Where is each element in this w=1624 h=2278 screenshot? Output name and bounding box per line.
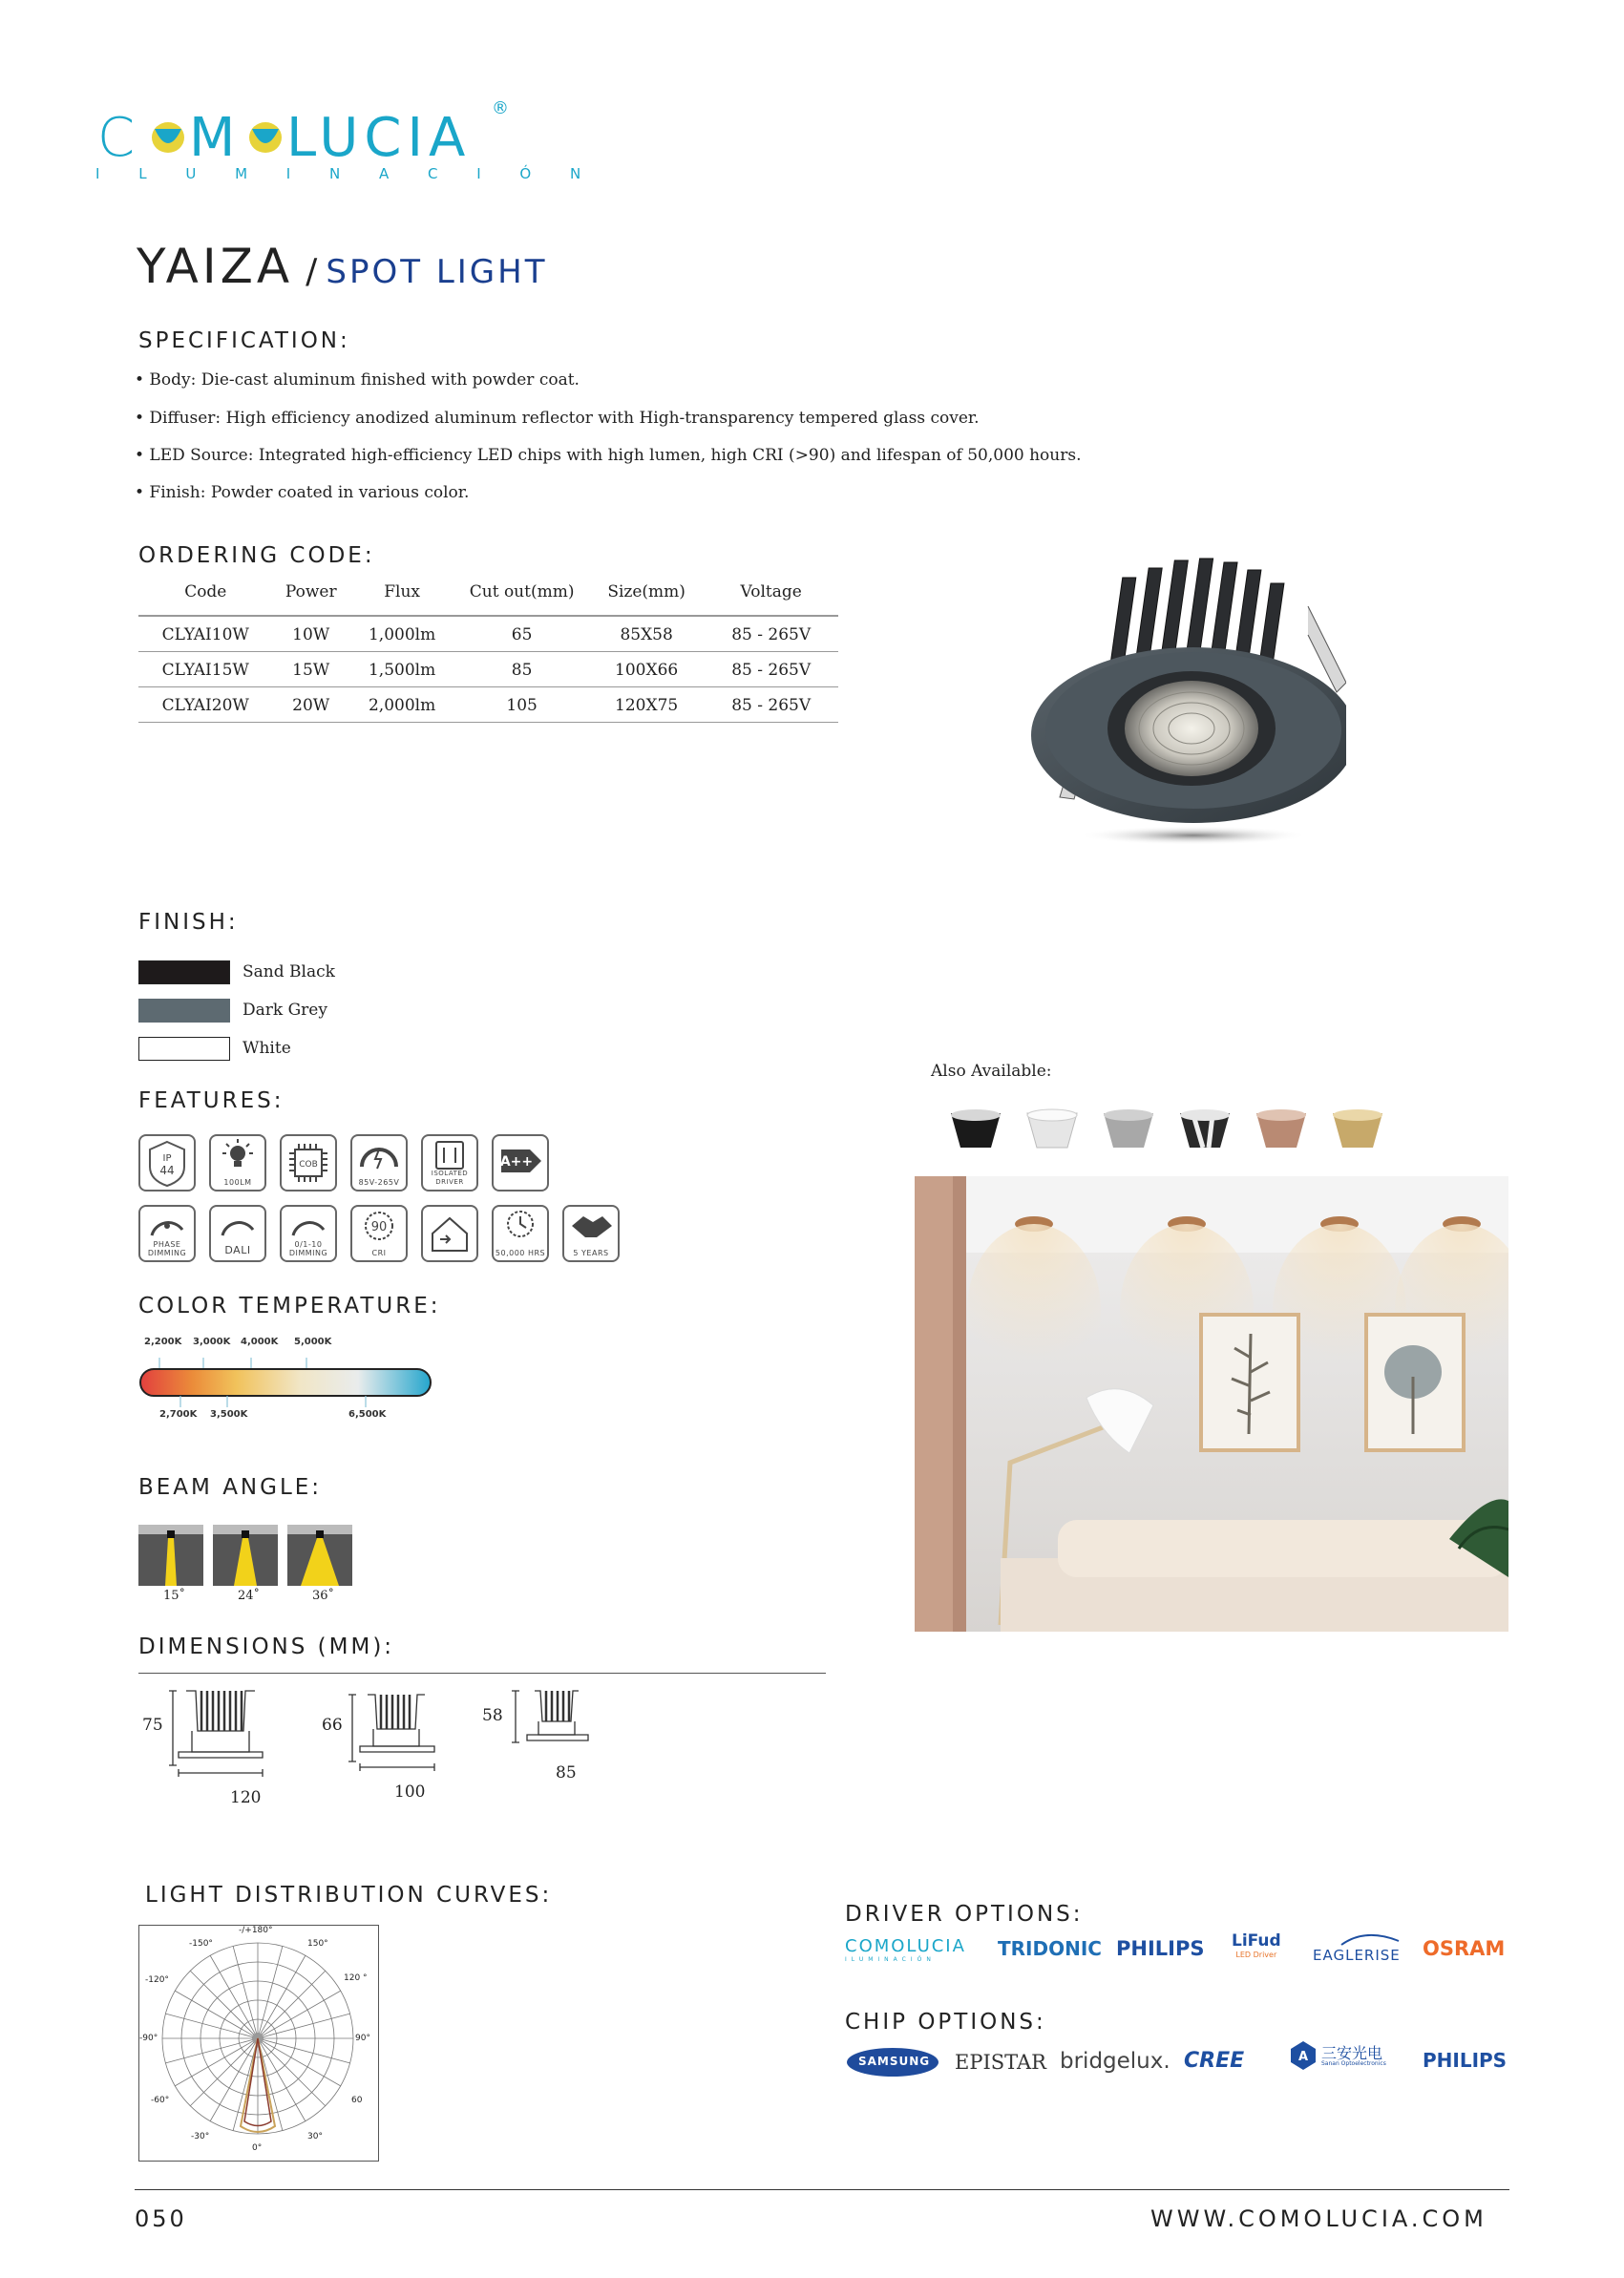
svg-text:LUCIA: LUCIA [286,107,472,169]
svg-text:C: C [97,107,141,169]
svg-text:IP: IP [162,1153,172,1164]
dimension-height: 75 [142,1716,163,1735]
chip-logo-sanan: A 三安光电 Sanan Optoelectronics [1289,2039,1318,2076]
features-grid [138,1134,635,1268]
chip-logo-cree: CREE [1184,2049,1245,2073]
ring-swatch-white [1027,1109,1077,1148]
warranty-icon [562,1205,620,1262]
phase-dimming-label: PHASE DIMMING [147,1240,187,1257]
table-cell: 1,500lm [349,652,454,687]
table-cell: 105 [454,687,589,723]
also-available-label: Also Available: [931,1062,1052,1081]
table-cell: 20W [273,687,349,723]
voltage-icon [350,1134,408,1192]
product-category: SPOT LIGHT [326,253,548,291]
table-cell: 85 - 265V [704,616,838,652]
cob-icon [280,1134,337,1192]
spec-item: • Finish: Powder coated in various color. [135,483,470,502]
color-swatch [138,960,230,984]
chip-logo-bridgelux: bridgelux. [1060,2049,1171,2074]
driver-logos [845,1933,1513,1991]
table-cell: CLYAI10W [138,616,273,652]
driver-logo-lifud: LiFud LED Driver [1232,1931,1281,1959]
column-header: Power [273,577,349,616]
footer-divider [135,2189,1509,2190]
light-distribution-heading: LIGHT DISTRIBUTION CURVES: [145,1883,553,1908]
finish-label: White [243,1039,291,1058]
table-cell: 1,000lm [349,616,454,652]
column-header: Flux [349,577,454,616]
cct-label-2200: 2,200K [144,1337,182,1347]
table-cell: CLYAI20W [138,687,273,723]
lumen-label: 100LM [223,1178,252,1187]
specification-heading: SPECIFICATION: [138,328,350,353]
voltage-label: 85V-265V [358,1178,400,1187]
table-cell: 85 - 265V [704,652,838,687]
brand-logo [95,98,599,191]
phase-dimming-icon [138,1205,196,1262]
table-cell: 15W [273,652,349,687]
dali-label: DALI [224,1244,251,1256]
color-temperature-scale [138,1337,453,1442]
finish-item [138,953,335,991]
product-image [1031,549,1346,854]
dimension-drawing-120 [169,1691,263,1777]
chip-options-heading: CHIP OPTIONS: [845,2010,1046,2035]
polar-label-bottom: 0° [252,2143,263,2153]
dimension-height: 66 [322,1716,343,1735]
title-separator: / [306,252,318,291]
polar-label: 150° [307,1939,328,1949]
color-temperature-heading: COLOR TEMPERATURE: [138,1294,441,1318]
polar-label: 30° [307,2132,323,2141]
cob-label: COB [299,1160,318,1170]
polar-label: -120° [145,1975,169,1985]
product-name: YAIZA [137,239,294,294]
cct-label-3500: 3,500K [210,1409,248,1420]
dimensions-divider [138,1673,826,1674]
polar-label: 60 [351,2096,363,2105]
chip-logo-philips: PHILIPS [1423,2049,1508,2072]
beam-24-icon [213,1525,278,1586]
finish-item [138,1029,335,1067]
dimension-height: 58 [482,1706,503,1725]
beam-angle-diagrams [138,1525,368,1611]
dimension-drawing-85 [512,1691,588,1742]
driver-logo-eaglerise: EAGLERISE [1313,1931,1408,1964]
ring-swatch-black [951,1109,1001,1148]
table-cell: 85X58 [589,616,704,652]
table-header-row [138,577,838,616]
sanan-icon [1289,2039,1318,2072]
table-cell: 85 [454,652,589,687]
dimensions-drawings [138,1685,654,1819]
warranty-label: 5 YEARS [573,1249,609,1257]
column-header: Cut out(mm) [454,577,589,616]
finish-item [138,991,335,1029]
svg-text:A: A [1297,2050,1309,2064]
cct-label-3000: 3,000K [193,1337,231,1347]
cri-icon [350,1205,408,1262]
registered-mark: ® [492,98,509,118]
ordering-heading: ORDERING CODE: [138,543,375,568]
column-header: Size(mm) [589,577,704,616]
energy-class-label: A++ [499,1154,534,1170]
table-row [138,687,838,723]
driver-logo-osram: OSRAM [1423,1937,1506,1960]
cct-label-2700: 2,700K [159,1409,198,1420]
column-header: Voltage [704,577,838,616]
features-heading: FEATURES: [138,1088,285,1113]
ring-swatch-copper [1256,1109,1306,1148]
ring-swatch-silver [1104,1109,1153,1148]
dimension-drawing-100 [348,1695,434,1771]
chip-logos [845,2041,1513,2099]
beam-angle-heading: BEAM ANGLE: [138,1475,323,1500]
cct-gradient-bar [138,1350,434,1417]
driver-logo-philips: PHILIPS [1116,1937,1205,1960]
finish-label: Dark Grey [243,1001,327,1020]
page-title [137,239,547,294]
finish-label: Sand Black [243,962,335,981]
energy-class-icon [492,1134,549,1192]
dimension-width: 120 [230,1788,262,1807]
beam-angle-label: 24˚ [238,1589,261,1603]
page-number: 050 [135,2205,187,2232]
dali-icon [209,1205,266,1262]
chip-logo-samsung: SAMSUNG [845,2045,940,2079]
polar-label: 120 ° [344,1973,368,1983]
cri-label: CRI [371,1249,387,1257]
isolated-driver-label: ISOLATED DRIVER [431,1170,469,1186]
eaglerise-swoosh [1313,1931,1408,1947]
dimming-0-10-icon [280,1205,337,1262]
table-cell: 10W [273,616,349,652]
table-cell: 65 [454,616,589,652]
polar-label: -30° [191,2132,210,2141]
beam-angle-label: 36˚ [312,1589,335,1603]
finish-heading: FINISH: [138,910,239,935]
table-cell: 85 - 265V [704,687,838,723]
polar-label: 90° [355,2034,370,2043]
lumen-icon [209,1134,266,1192]
dimension-width: 100 [394,1782,426,1802]
beam-angle-label: 15˚ [163,1589,186,1603]
ring-swatch-gold [1333,1109,1382,1148]
polar-label: -150° [189,1939,213,1949]
svg-text:44: 44 [159,1164,175,1177]
ordering-table [138,577,838,723]
dimming-0-10-label: 0/1-10 DIMMING [288,1240,328,1257]
driver-options-heading: DRIVER OPTIONS: [845,1902,1084,1927]
table-cell: 2,000lm [349,687,454,723]
polar-diagram [138,1925,379,2162]
specification-list [135,370,1082,502]
table-cell: CLYAI15W [138,652,273,687]
spec-item: • Diffuser: High efficiency anodized aluminum reflector with High-transparency tempered glass cover. [135,409,980,428]
cct-label-6500: 6,500K [348,1409,387,1420]
table-cell: 100X66 [589,652,704,687]
lifespan-label: 50,000 HRS [495,1249,546,1257]
cct-label-4000: 4,000K [241,1337,279,1347]
color-swatch [138,999,230,1023]
dimension-width: 85 [556,1763,577,1782]
ip44-icon [138,1134,196,1192]
table-row [138,652,838,687]
spec-item: • Body: Die-cast aluminum finished with powder coat. [135,370,580,390]
table-row [138,616,838,652]
spec-item: • LED Source: Integrated high-efficiency LED chips with high lumen, high CRI (>90) and lifespan of 50,000 hours. [135,446,1082,465]
beam-15-icon [138,1525,203,1586]
also-available-rings [945,1107,1384,1155]
color-swatch [138,1037,230,1061]
polar-label-top: -/+180° [239,1926,273,1935]
cct-label-5000: 5,000K [294,1337,332,1347]
finish-list [138,953,335,1067]
dimensions-heading: DIMENSIONS (MM): [138,1635,395,1659]
brand-tagline: I L U M I N A C I Ó N [95,165,599,182]
website-link[interactable]: WWW.COMOLUCIA.COM [1150,2205,1487,2232]
driver-logo-tridonic: TRIDONIC [998,1937,1102,1960]
svg-text:M: M [189,107,242,169]
cri-value: 90 [370,1220,388,1234]
chip-logo-epistar: EPISTAR [955,2051,1046,2074]
polar-label: -90° [139,2034,158,2043]
column-header: Code [138,577,273,616]
installation-photo [915,1176,1508,1632]
polar-label: -60° [151,2096,170,2105]
indoor-icon [421,1205,478,1262]
lifespan-icon [492,1205,549,1262]
isolated-driver-icon [421,1134,478,1192]
table-cell: 120X75 [589,687,704,723]
driver-logo-comolucia: COMOLUCIA ILUMINACIÓN [845,1936,966,1963]
ring-swatch-chrome [1180,1109,1230,1148]
beam-36-icon [287,1525,352,1586]
